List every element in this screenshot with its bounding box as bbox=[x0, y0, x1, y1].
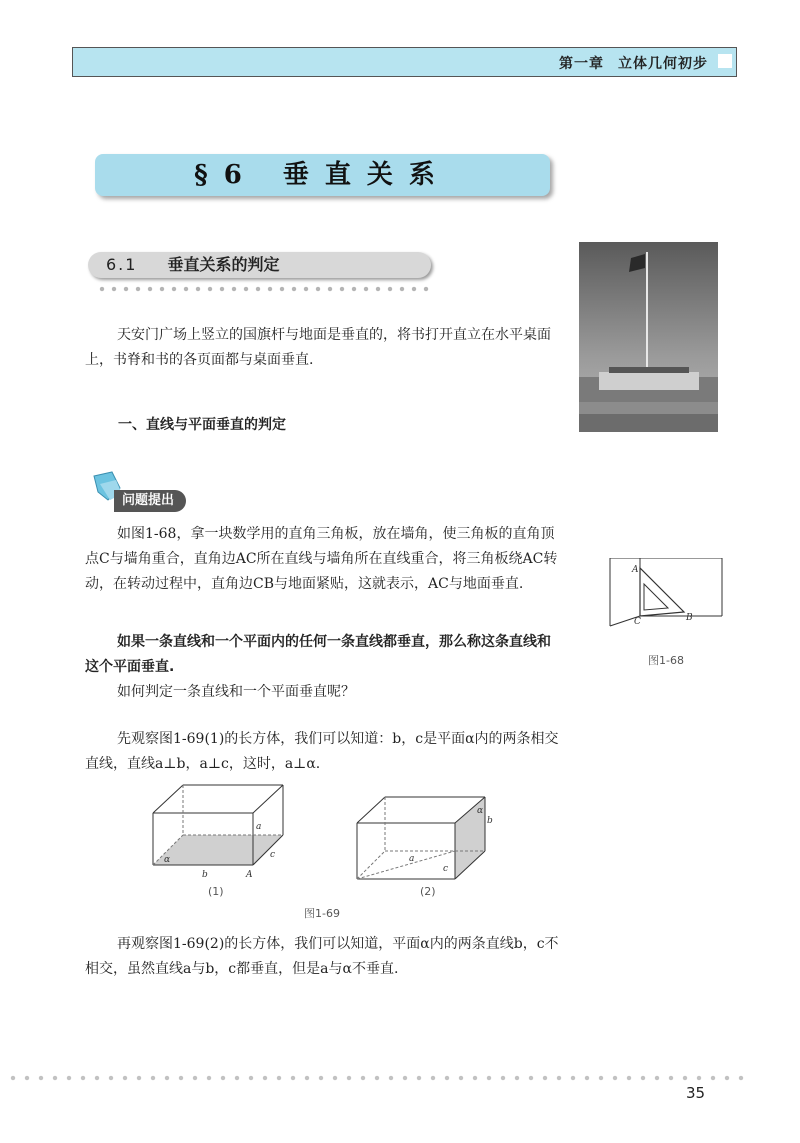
definition-text: 如果一条直线和一个平面内的任何一条直线都垂直，那么称这条直线和这个平面垂直. bbox=[85, 634, 551, 675]
paragraph-fig169-2: 再观察图1-69(2)的长方体，我们可以知道，平面α内的两条直线b，c不相交，虽然直线a与b，c都垂直，但是a与α不垂直. bbox=[85, 936, 559, 977]
fig168-label-b: B bbox=[686, 613, 693, 623]
fig169-1-label-a: a bbox=[256, 822, 262, 832]
figure-1-69-2 bbox=[355, 795, 495, 885]
subsection-title: 垂直关系的判定 bbox=[167, 255, 280, 274]
fig169-2-label-a: a bbox=[409, 854, 415, 864]
chapter-title: 立体几何初步 bbox=[618, 56, 708, 72]
subsection-dotted-rule bbox=[96, 286, 431, 292]
fig169-caption: 图1-69 bbox=[304, 907, 340, 920]
fig168-label-a: A bbox=[632, 565, 639, 575]
flagpole-photo bbox=[579, 242, 718, 432]
chapter-number: 第一章 bbox=[559, 56, 604, 72]
fig168-label-c: C bbox=[634, 617, 641, 627]
intro-paragraph: 天安门广场上竖立的国旗杆与地面是垂直的，将书打开直立在水平桌面上，书脊和书的各页面都与桌面垂直. bbox=[85, 327, 551, 368]
question-badge: 问题提出 bbox=[114, 490, 186, 512]
fig168-caption: 图1-68 bbox=[648, 654, 684, 667]
figure-1-69-1 bbox=[148, 783, 298, 883]
section-title: §6 垂直关系 bbox=[95, 154, 550, 196]
footer-dotted-rule bbox=[6, 1075, 746, 1081]
fig169-2-label-c: c bbox=[443, 864, 449, 874]
subsection-number: 6.1 bbox=[106, 255, 138, 274]
heading-line-plane-perpendicular: 一、直线与平面垂直的判定 bbox=[118, 417, 286, 433]
subsection-title-bar bbox=[88, 252, 431, 278]
header-square-decoration bbox=[718, 54, 732, 68]
paragraph-fig169-1: 先观察图1-69(1)的长方体，我们可以知道：b，c是平面α内的两条相交直线，直线a⊥b，a⊥c，这时，a⊥α. bbox=[85, 731, 559, 772]
fig169-1-label-alpha: α bbox=[164, 855, 171, 865]
chapter-header bbox=[559, 53, 708, 73]
paragraph-fig168: 如图1-68，拿一块数学用的直角三角板，放在墙角，使三角板的直角顶点C与墙角重合，直角边AC所在直线与墙角所在直线重合，将三角板绕AC转动，在转动过程中，直角边CB与地面紧贴，这就表示，AC与地面垂直. bbox=[85, 526, 558, 592]
fig169-1-label-A: A bbox=[246, 870, 253, 880]
figure-1-68 bbox=[604, 558, 724, 628]
page-number: 35 bbox=[686, 1084, 706, 1102]
fig169-2-label-alpha: α bbox=[477, 806, 484, 816]
fig169-sub2-caption: (2) bbox=[420, 885, 436, 898]
chapter-header-bar bbox=[72, 47, 737, 77]
fig169-2-label-b: b bbox=[487, 816, 493, 826]
fig169-1-label-c: c bbox=[270, 850, 276, 860]
fig169-1-label-b: b bbox=[202, 870, 208, 880]
fig169-sub1-caption: (1) bbox=[208, 885, 224, 898]
question-text: 如何判定一条直线和一个平面垂直呢？ bbox=[117, 684, 355, 700]
